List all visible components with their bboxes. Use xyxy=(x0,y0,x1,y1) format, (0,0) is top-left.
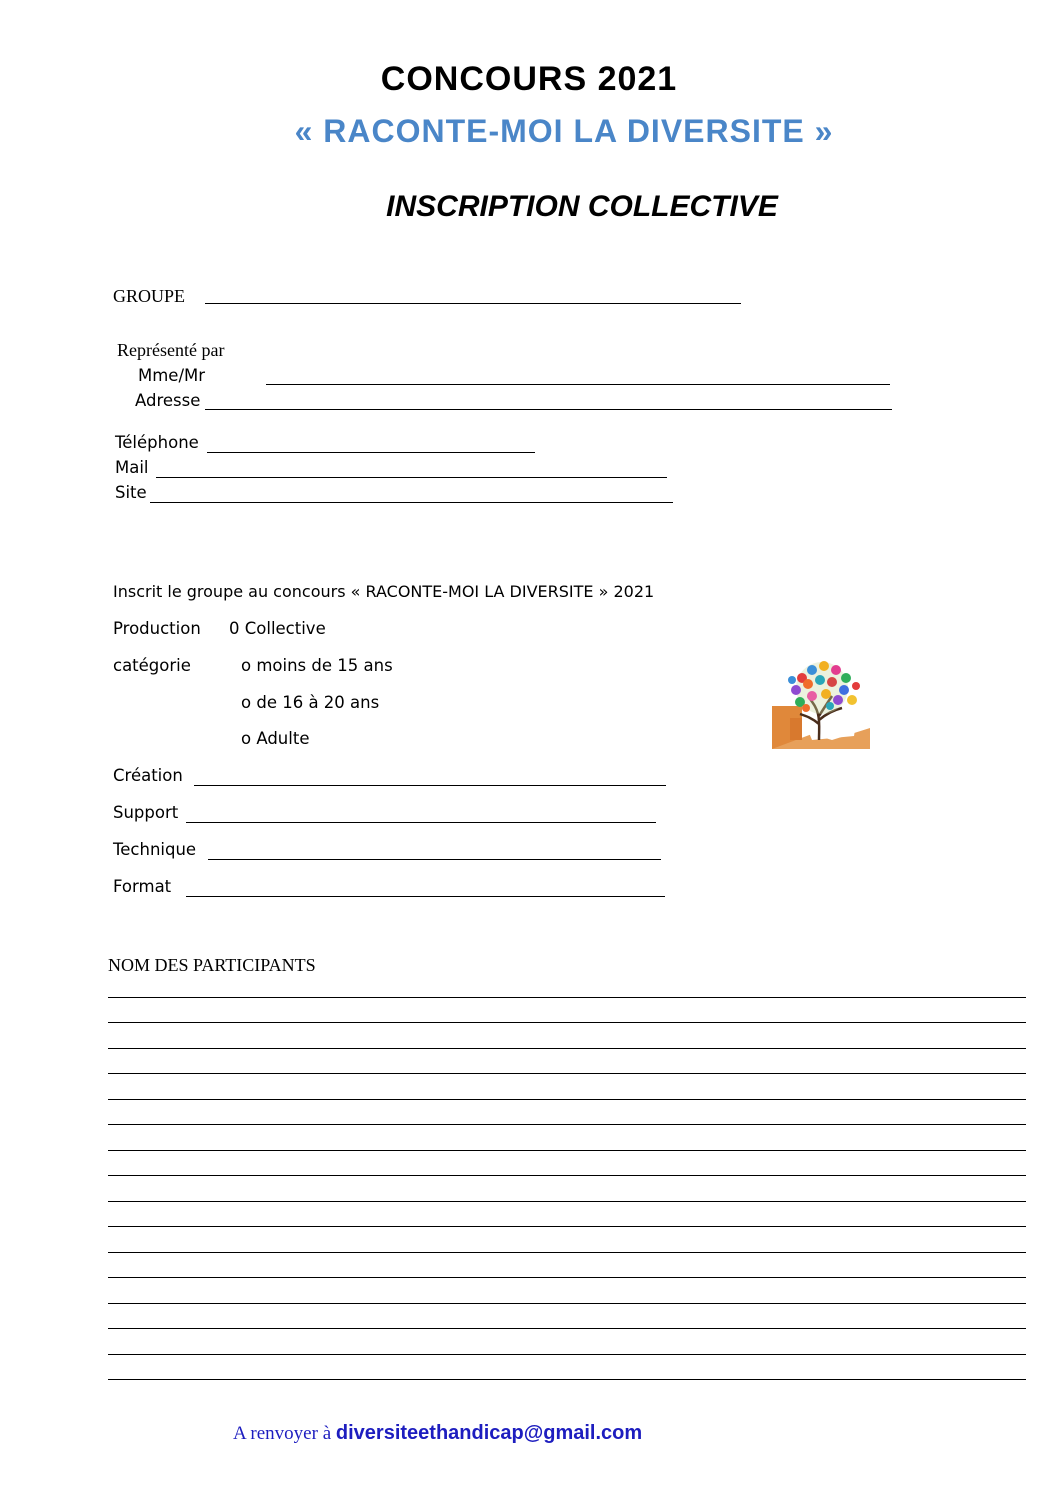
mme-field[interactable] xyxy=(266,384,890,385)
participant-line[interactable] xyxy=(108,1124,1026,1125)
telephone-field[interactable] xyxy=(207,452,535,453)
category-option[interactable]: o Adulte xyxy=(241,729,310,748)
adresse-label: Adresse xyxy=(135,391,201,410)
production-option[interactable]: 0 Collective xyxy=(229,619,326,638)
groupe-field[interactable] xyxy=(205,303,741,304)
participant-line[interactable] xyxy=(108,1150,1026,1151)
footer-prefix: A renvoyer à xyxy=(233,1423,336,1444)
technique-field[interactable] xyxy=(208,859,661,860)
mail-label: Mail xyxy=(115,458,149,477)
participants-heading: NOM DES PARTICIPANTS xyxy=(108,955,316,975)
format-label: Format xyxy=(113,877,172,896)
page-title: CONCOURS 2021 xyxy=(380,60,678,98)
participant-line[interactable] xyxy=(108,1099,1026,1100)
mme-label: Mme/Mr xyxy=(138,366,206,385)
support-field[interactable] xyxy=(186,822,656,823)
participant-line[interactable] xyxy=(108,1303,1026,1304)
format-field[interactable] xyxy=(186,896,665,897)
support-label: Support xyxy=(113,803,179,822)
participant-line[interactable] xyxy=(108,1073,1026,1074)
contest-name: « RACONTE-MOI LA DIVERSITE » xyxy=(294,113,834,149)
site-label: Site xyxy=(115,483,147,502)
categorie-label: catégorie xyxy=(113,656,191,675)
telephone-label: Téléphone xyxy=(115,433,199,452)
intro-text: Inscrit le groupe au concours « RACONTE-MOI LA DIVERSITE » 2021 xyxy=(113,582,655,601)
participant-line[interactable] xyxy=(108,1048,1026,1049)
mail-field[interactable] xyxy=(156,477,667,478)
form-type-heading: INSCRIPTION COLLECTIVE xyxy=(386,190,778,223)
production-label: Production xyxy=(113,619,201,638)
adresse-field[interactable] xyxy=(205,409,892,410)
participant-line[interactable] xyxy=(108,1328,1026,1329)
participant-line[interactable] xyxy=(108,1201,1026,1202)
participant-line[interactable] xyxy=(108,1175,1026,1176)
participant-line[interactable] xyxy=(108,1022,1026,1023)
creation-field[interactable] xyxy=(194,785,666,786)
participant-line[interactable] xyxy=(108,997,1026,998)
footer-email-link[interactable]: diversiteethandicap@gmail.com xyxy=(335,1422,643,1444)
site-field[interactable] xyxy=(150,502,673,503)
participant-line[interactable] xyxy=(108,1226,1026,1227)
tree-of-hands-icon xyxy=(772,656,870,749)
participant-line[interactable] xyxy=(108,1252,1026,1253)
footer-return-note xyxy=(233,1422,642,1445)
category-option[interactable]: o de 16 à 20 ans xyxy=(241,693,380,712)
participant-line[interactable] xyxy=(108,1354,1026,1355)
technique-label: Technique xyxy=(113,840,197,859)
participant-line[interactable] xyxy=(108,1379,1026,1380)
participant-line[interactable] xyxy=(108,1277,1026,1278)
represente-label: Représenté par xyxy=(117,340,225,360)
category-option[interactable]: o moins de 15 ans xyxy=(241,656,393,675)
groupe-label: GROUPE xyxy=(113,286,186,306)
creation-label: Création xyxy=(113,766,183,785)
